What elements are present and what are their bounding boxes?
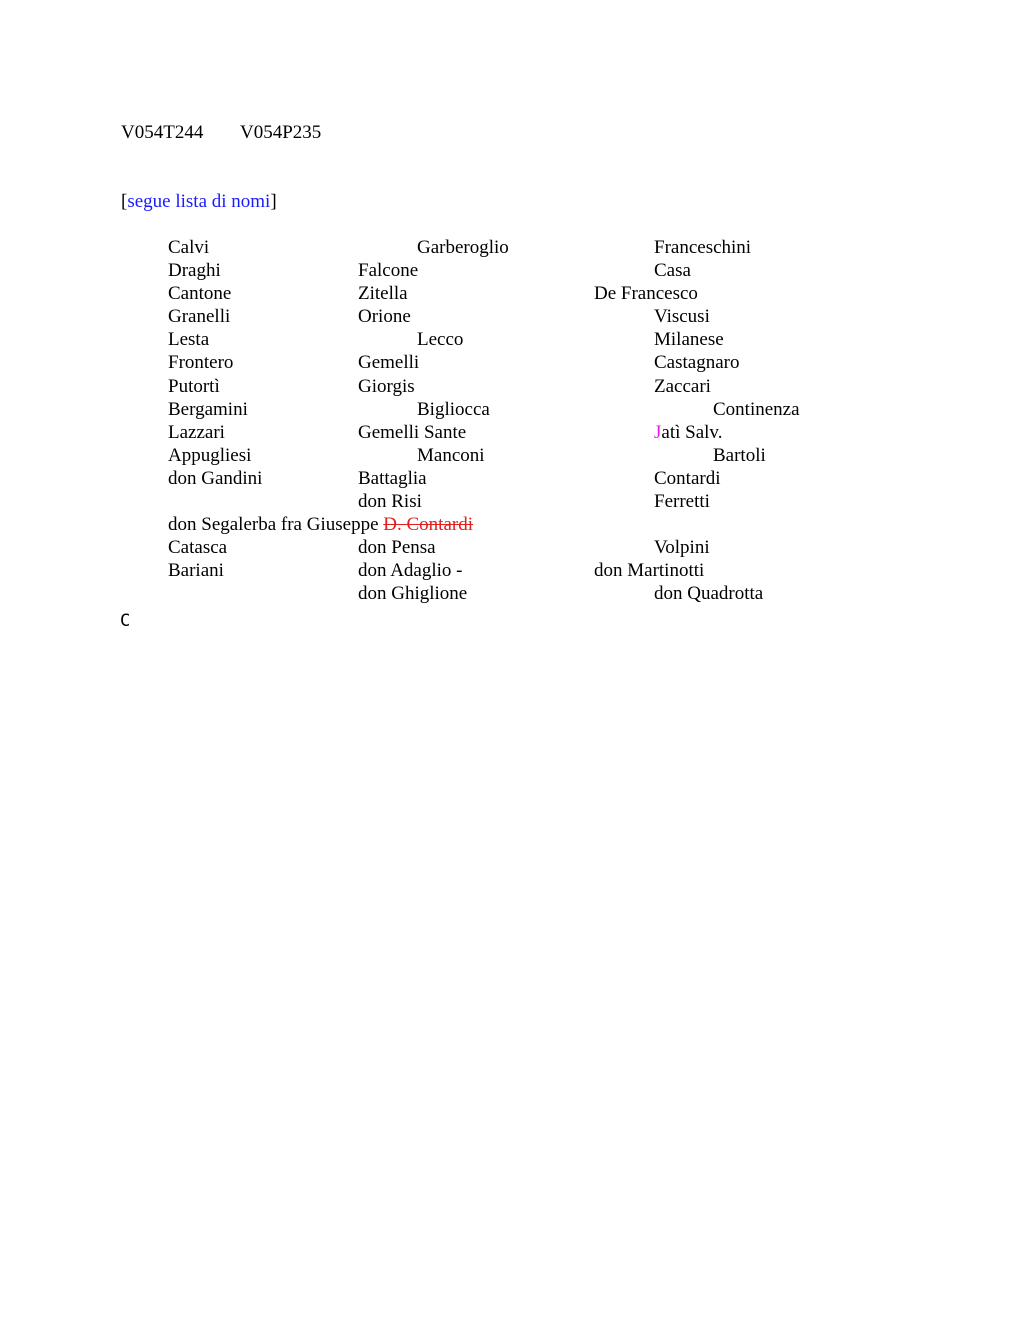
names-row [0,236,1024,259]
name-col2: Battaglia [358,467,427,489]
document-code-p: V054P235 [240,122,322,143]
name-col1: Bergamini [168,398,248,420]
name-col1: Granelli [168,306,231,328]
names-row [0,259,1024,282]
name-col1: Draghi [168,260,221,282]
names-row [0,559,1024,582]
name-col1: Bariani [168,560,224,582]
names-row [0,282,1024,305]
name-col2: Gemelli Sante [358,421,467,443]
name-col3: Bartoli [713,444,766,466]
name-col3 [654,421,722,444]
name-col2: Orione [358,306,411,328]
names-list [0,236,1024,606]
names-row [0,490,1024,513]
name-col1: Putortì [168,375,220,397]
footer-mark: C [120,611,131,631]
name-col2: don Ghiglione [358,583,468,605]
name-col3: don Martinotti [594,560,705,582]
name-col2: Lecco [417,329,464,351]
name-col3: De Francesco [594,283,698,305]
name-col1: Frontero [168,352,234,374]
names-row [0,375,1024,398]
name-col2: Zitella [358,283,408,305]
name-col1: Lazzari [168,421,225,443]
names-row [0,351,1024,374]
name-col2: Bigliocca [417,398,490,420]
names-row [0,444,1024,467]
name-col2: Gemelli [358,352,420,374]
name-col3: Milanese [654,329,724,351]
names-row [0,536,1024,559]
name-col2: don Pensa [358,537,436,559]
name-col3-rest: atì Salv. [661,421,723,443]
document-header [121,121,322,145]
names-row [0,513,1024,536]
document-code-t: V054T244 [121,122,204,143]
names-row [0,398,1024,421]
name-col3: Franceschini [654,237,752,258]
name-col1: Catasca [168,537,228,559]
inserted-letter-mark: J [654,421,662,443]
name-col3: Zaccari [654,375,711,397]
name-col3: Casa [654,260,691,282]
name-col1: Calvi [168,237,210,258]
names-row [0,467,1024,490]
name-col2: don Risi [358,491,422,513]
name-col3: Ferretti [654,491,710,513]
name-full-line [168,513,473,536]
note-bracket-close: ] [270,191,277,212]
name-col2: Giorgis [358,375,415,397]
name-col2: don Adaglio - [358,560,463,582]
name-col3: Castagnaro [654,352,740,374]
name-col3: Volpini [654,537,710,559]
name-col1: Cantone [168,283,232,305]
name-col3: Viscusi [654,306,710,328]
editorial-note [121,190,277,214]
name-col2: Garberoglio [417,237,509,258]
name-col2: Manconi [417,444,485,466]
names-row [0,582,1024,605]
name-col2: Falcone [358,260,419,282]
names-row [0,421,1024,444]
names-row [0,328,1024,351]
name-col3: Continenza [713,398,800,420]
names-row [0,305,1024,328]
note-text: segue lista di nomi [127,191,271,212]
name-col1: Appugliesi [168,444,252,466]
name-col3: don Quadrotta [654,583,764,605]
name-full-text: don Segalerba fra Giuseppe [168,514,379,536]
name-col3: Contardi [654,467,721,489]
note-bracket-open: [ [121,191,128,212]
name-col1: don Gandini [168,467,263,489]
struck-name: D. Contardi [383,514,473,536]
name-col1: Lesta [168,329,210,351]
